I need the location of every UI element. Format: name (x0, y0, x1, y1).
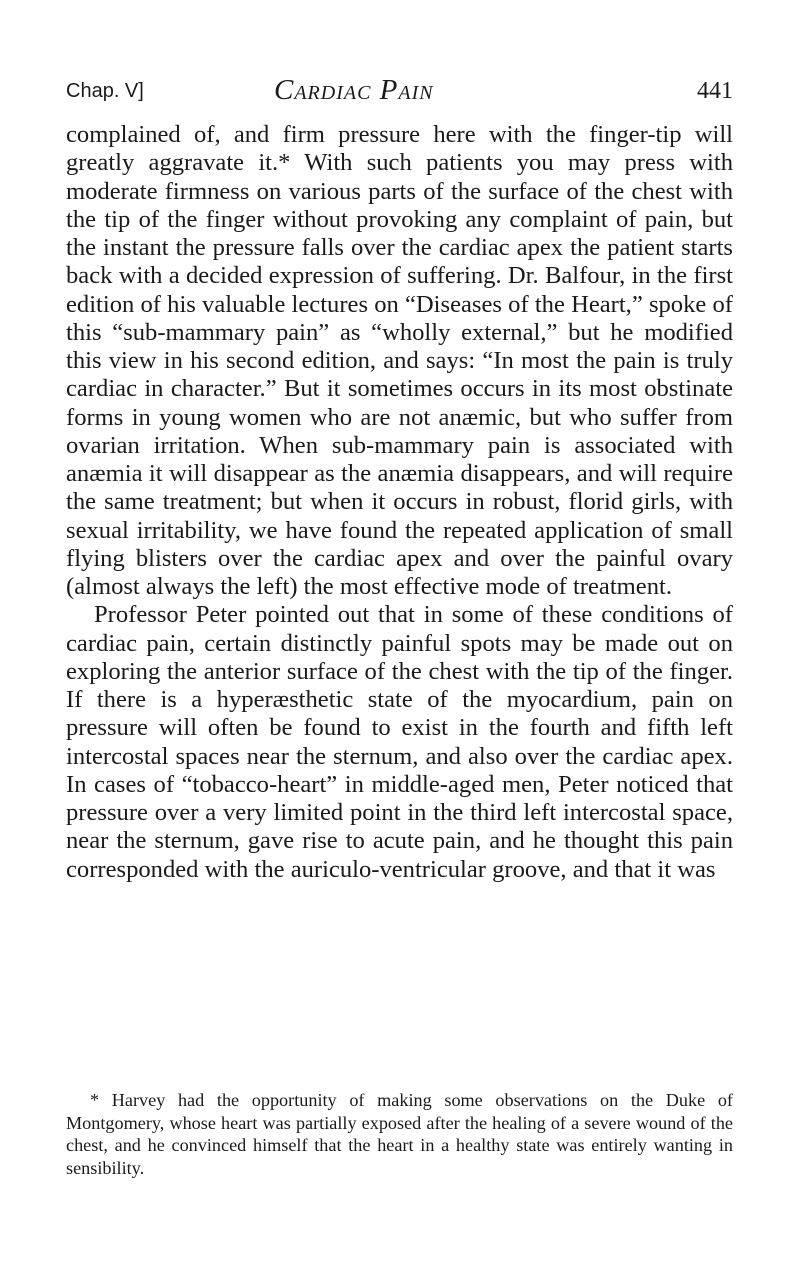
main-text (66, 121, 733, 884)
paragraph: Professor Peter pointed out that in some of these conditions of cardiac pain, certain distinctly painful spots may be made out on exploring the anterior surface of the chest with the tip of the finger. If there is a hyperæsthetic state of the myocardium, pain on pressure will often be found to exist in the fourth and fifth left intercostal spaces near the sternum, and also over the cardiac apex. In cases of “tobacco-heart” in middle-aged men, Peter noticed that pressure over a very limited point in the third left intercostal space, near the sternum, gave rise to acute pain, and he thought this pain corresponded with the auriculo-ventricular groove, and that it was (66, 601, 733, 883)
footnote-text: * Harvey had the opportunity of making some observations on the Duke of Montgomery, whose heart was partially exposed after the healing of a severe wound of the chest, and he convinced himself that the heart in a healthy state was entirely wanting in sensibility. (66, 1090, 733, 1178)
paragraph: complained of, and firm pressure here with the finger-tip will greatly aggravate it.* With such patients you may press with moderate firmness on various parts of the surface of the chest with the tip of the finger without provoking any complaint of pain, but the instant the pressure falls over the cardiac apex the patient starts back with a decided expression of suffering. Dr. Balfour, in the first edition of his valuable lectures on “Diseases of the Heart,” spoke of this “sub-mammary pain” as “wholly external,” but he modified this view in his second edition, and says: “In most the pain is truly cardiac in character.” But it sometimes occurs in its most obstinate forms in young women who are not anæmic, but who suffer from ovarian irritation. When sub-mammary pain is associated with anæmia it will disappear as the anæmia disappears, and will require the same treatment; but when it occurs in robust, florid girls, with sexual irritability, we have found the repeated application of small flying blisters over the cardiac apex and over the painful ovary (almost always the left) the most effective mode of treatment. (66, 121, 733, 600)
page-number: 441 (697, 78, 733, 104)
running-title: Cardiac Pain (274, 74, 434, 106)
running-header (66, 74, 733, 118)
chapter-label: Chap. V] (66, 80, 144, 102)
footnote (66, 1089, 733, 1179)
